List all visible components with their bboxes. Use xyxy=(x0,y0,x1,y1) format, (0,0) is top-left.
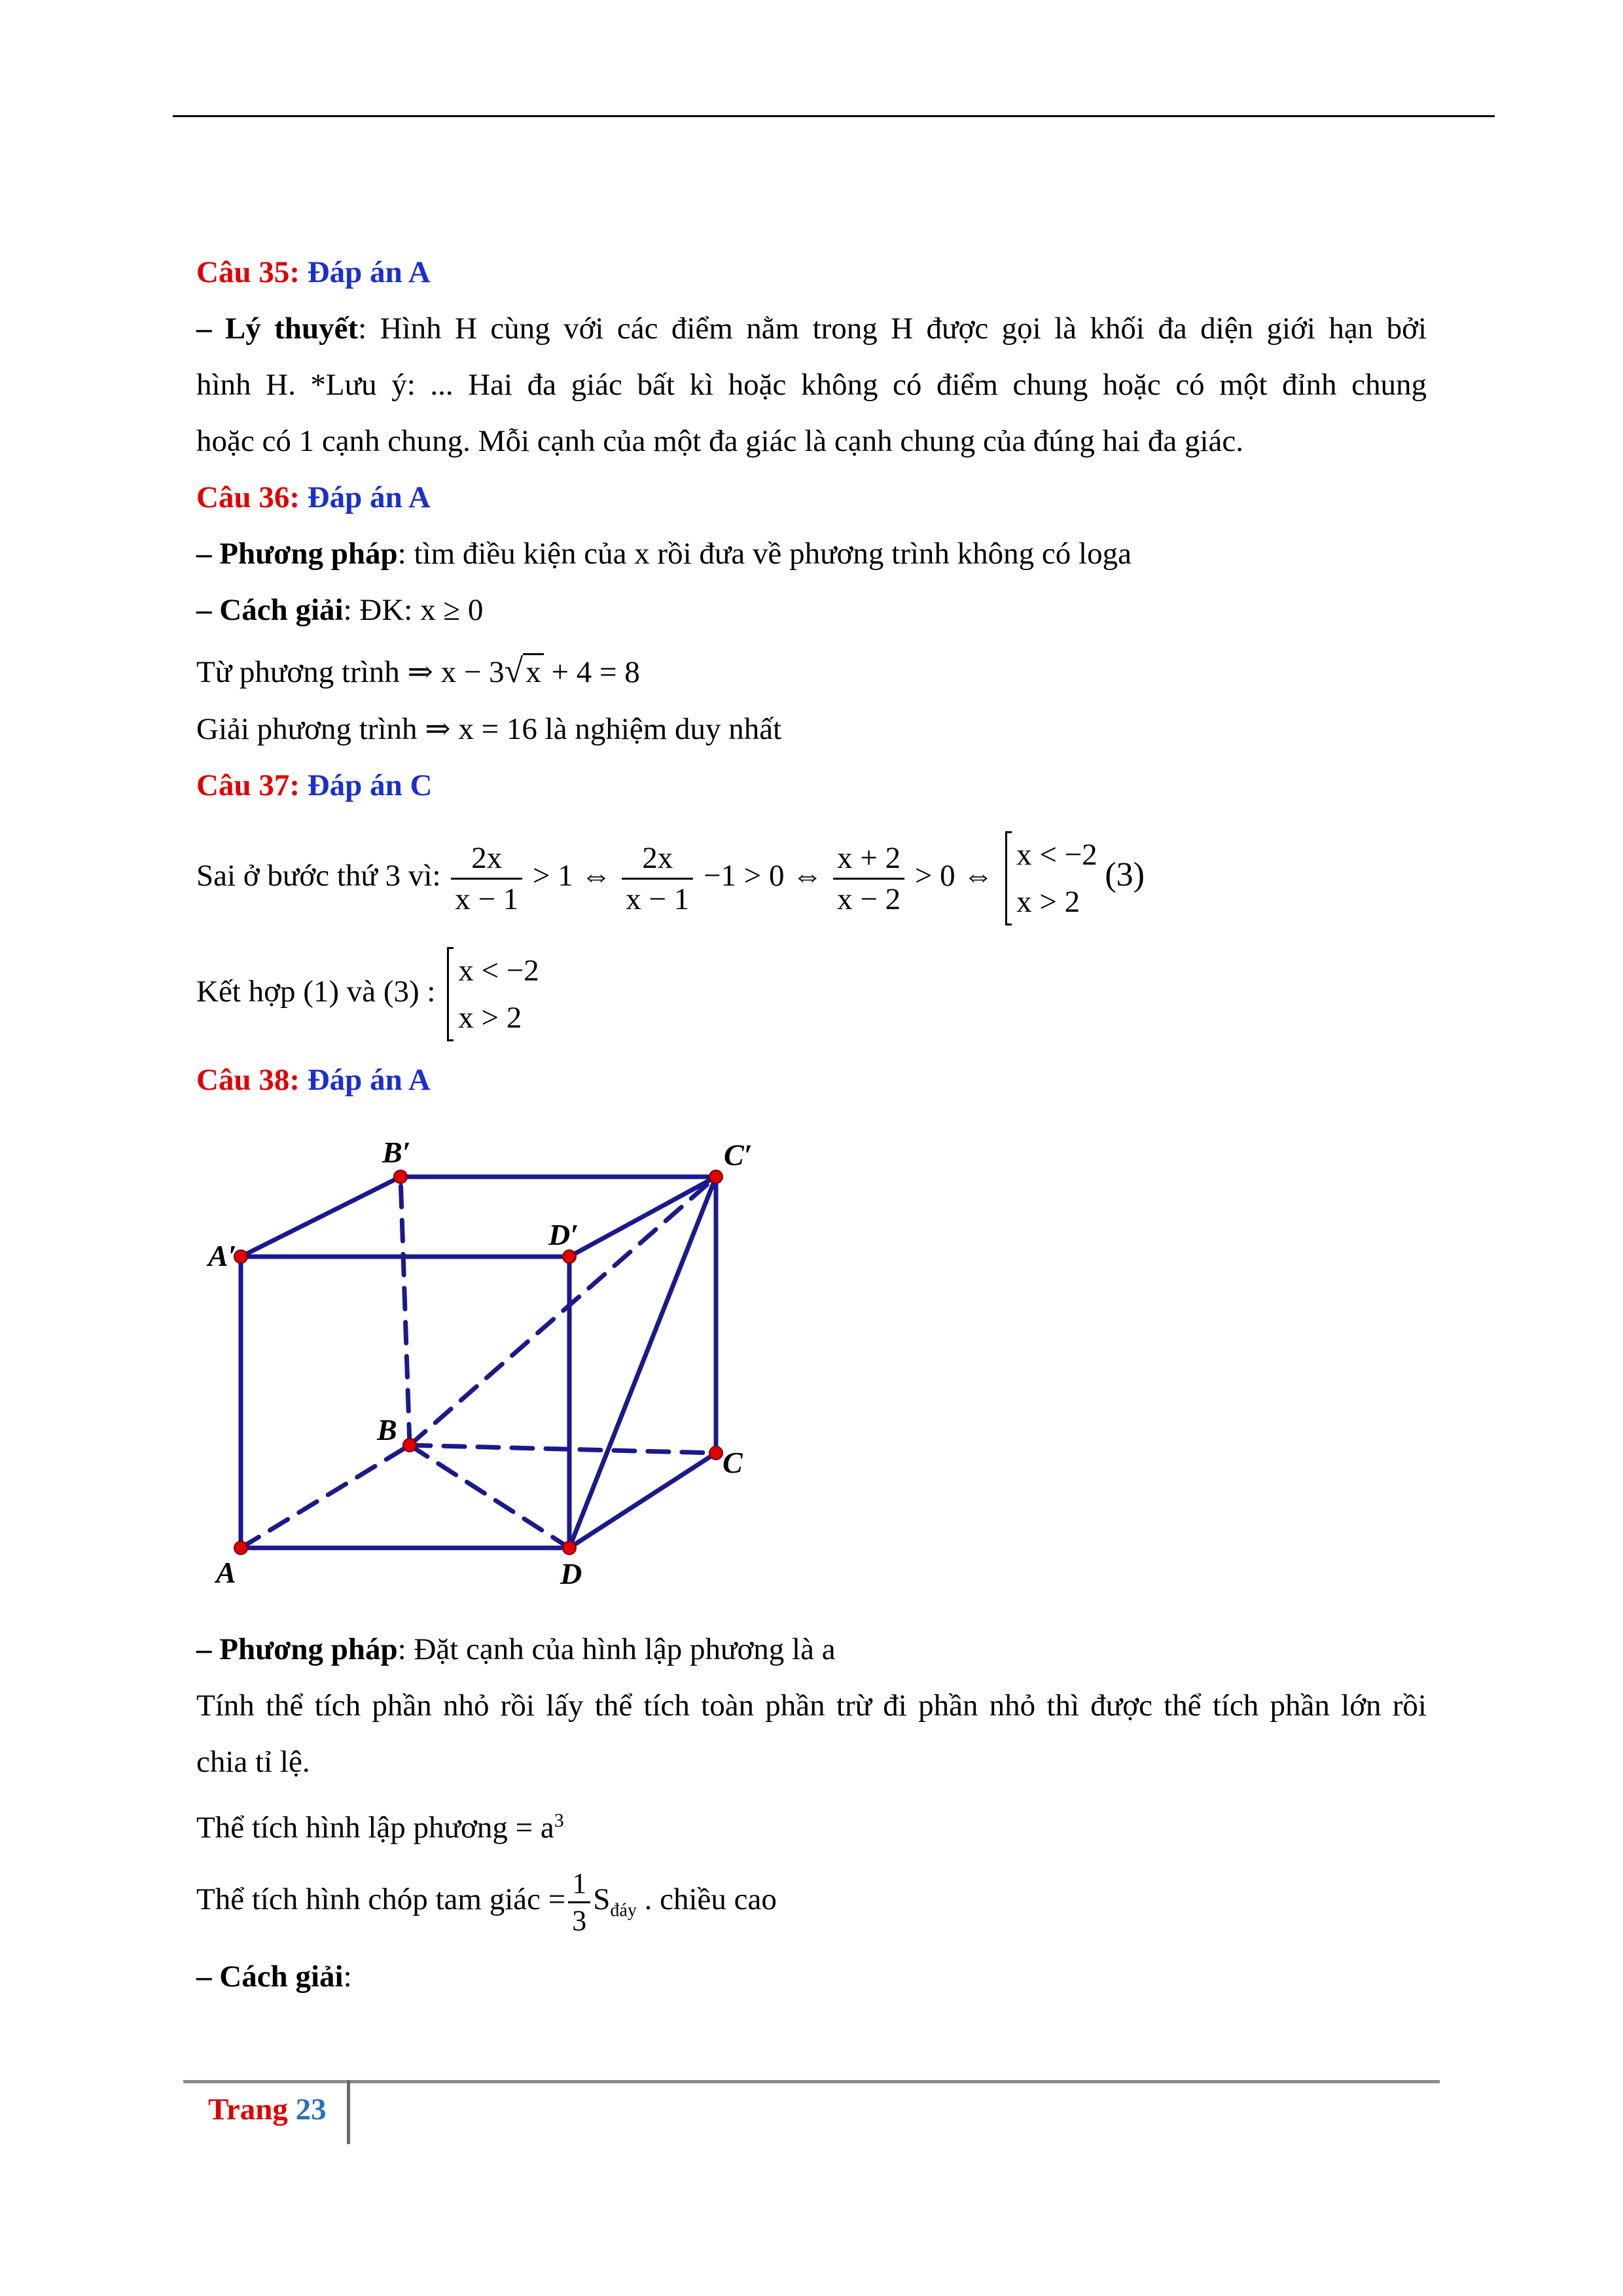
q38-solve-heading: – Cách giải: xyxy=(196,1960,352,1994)
label-b: B xyxy=(377,1413,397,1446)
label-b1: B′ xyxy=(382,1136,411,1169)
label-c: C xyxy=(722,1446,743,1479)
label-a1: A′ xyxy=(208,1239,237,1272)
edge-a-b xyxy=(241,1445,410,1548)
edge-b-c1 xyxy=(410,1177,716,1445)
question-number: Câu 37: xyxy=(196,768,300,802)
edge-d-c1 xyxy=(569,1177,716,1548)
answer-key: Đáp án A xyxy=(307,1063,431,1097)
label-d: D xyxy=(560,1557,582,1590)
question-number: Câu 36: xyxy=(196,480,300,514)
answer-key: Đáp án C xyxy=(307,768,433,802)
q36-equation: Từ phương trình ⇒ x − 3√x + 4 = 8 xyxy=(196,653,640,690)
solution-set: x < −2 x > 2 xyxy=(1005,831,1097,925)
question-number: Câu 38: xyxy=(196,1063,300,1097)
edge-b-d xyxy=(410,1445,569,1548)
q38-method: – Phương pháp: Đặt cạnh của hình lập phương là a xyxy=(196,1632,836,1666)
solution-set: x < −2 x > 2 xyxy=(447,947,539,1041)
edge-a1-b1 xyxy=(241,1177,401,1257)
q38-cube-volume: Thể tích hình lập phương = $a^3$ xyxy=(196,1810,564,1845)
vertex-c1 xyxy=(709,1170,722,1183)
question-number: Câu 35: xyxy=(196,255,300,289)
fraction: $\frac{x + 2}{x - 2}$ xyxy=(833,838,904,919)
page-number: Trang 23 xyxy=(208,2092,327,2126)
label-a: A xyxy=(216,1556,236,1589)
footer-rule xyxy=(183,2080,1440,2083)
label-d1: D′ xyxy=(548,1218,579,1251)
vertex-a xyxy=(234,1541,247,1554)
q35-theory-line2: hình H. *Lưu ý: ... Hai đa giác bất kì hoặc không có điểm chung hoặc có một đỉnh chung xyxy=(196,368,1427,402)
edge-b-c xyxy=(410,1445,716,1453)
q38-explain-line2: chia tỉ lệ. xyxy=(196,1745,310,1779)
q37-combine: Kết hợp (1) và (3) : x < −2 x > 2 xyxy=(196,942,539,1041)
answer-key: Đáp án A xyxy=(307,255,431,289)
vertex-b1 xyxy=(394,1170,407,1183)
vertex-d xyxy=(563,1541,576,1554)
fraction: $\frac{2x}{x - 1}$ xyxy=(622,838,693,919)
edge-b-b1 xyxy=(401,1177,410,1445)
q35-theory-line1: – Lý thuyết: Hình H cùng với các điểm nằm trong H được gọi là khối đa diện giới hạn bởi xyxy=(196,312,1427,346)
edge-d-c xyxy=(569,1453,716,1548)
q38-explain-line1: Tính thể tích phần nhỏ rồi lấy thể tích toàn phần trừ đi phần nhỏ thì được thể tích phần lớn rồi xyxy=(196,1689,1427,1723)
label-c1: C′ xyxy=(724,1138,753,1172)
edge-c1-d1 xyxy=(569,1177,716,1257)
vertex-b xyxy=(403,1439,416,1452)
q36-result: Giải phương trình ⇒ x = 16 là nghiệm duy nhất xyxy=(196,712,782,746)
fraction: $\frac{2x}{x - 1}$ xyxy=(451,838,522,919)
q35-theory-line3: hoặc có 1 cạnh chung. Mỗi cạnh của một đa giác là cạnh chung của đúng hai đa giác. xyxy=(196,424,1243,458)
q36-method: – Phương pháp: tìm điều kiện của x rồi đưa về phương trình không có loga xyxy=(196,537,1132,571)
answer-key: Đáp án A xyxy=(307,480,431,514)
equation-tag: (3) xyxy=(1105,856,1145,893)
fraction: $\frac{1}{3}$ xyxy=(568,1866,590,1939)
q38-pyramid-volume: Thể tích hình chóp tam giác = $\frac{1}{3}$ $S_{đáy}$ . chiều cao xyxy=(196,1854,777,1956)
footer-divider xyxy=(347,2080,350,2144)
q37-inequality-chain: Sai ở bước thứ 3 vì: $\frac{2x}{x - 1}$ > 1 ⇔ $\frac{2x}{x - 1}$ −1 > 0 ⇔ $\frac{x + 2}{x - 2}$ > 0 ⇔ x < −2 x > 2 (3) xyxy=(196,826,1145,925)
vertex-c xyxy=(709,1446,722,1460)
vertex-d1 xyxy=(563,1250,576,1263)
q36-condition: – Cách giải: ĐK: x ≥ 0 xyxy=(196,593,484,627)
